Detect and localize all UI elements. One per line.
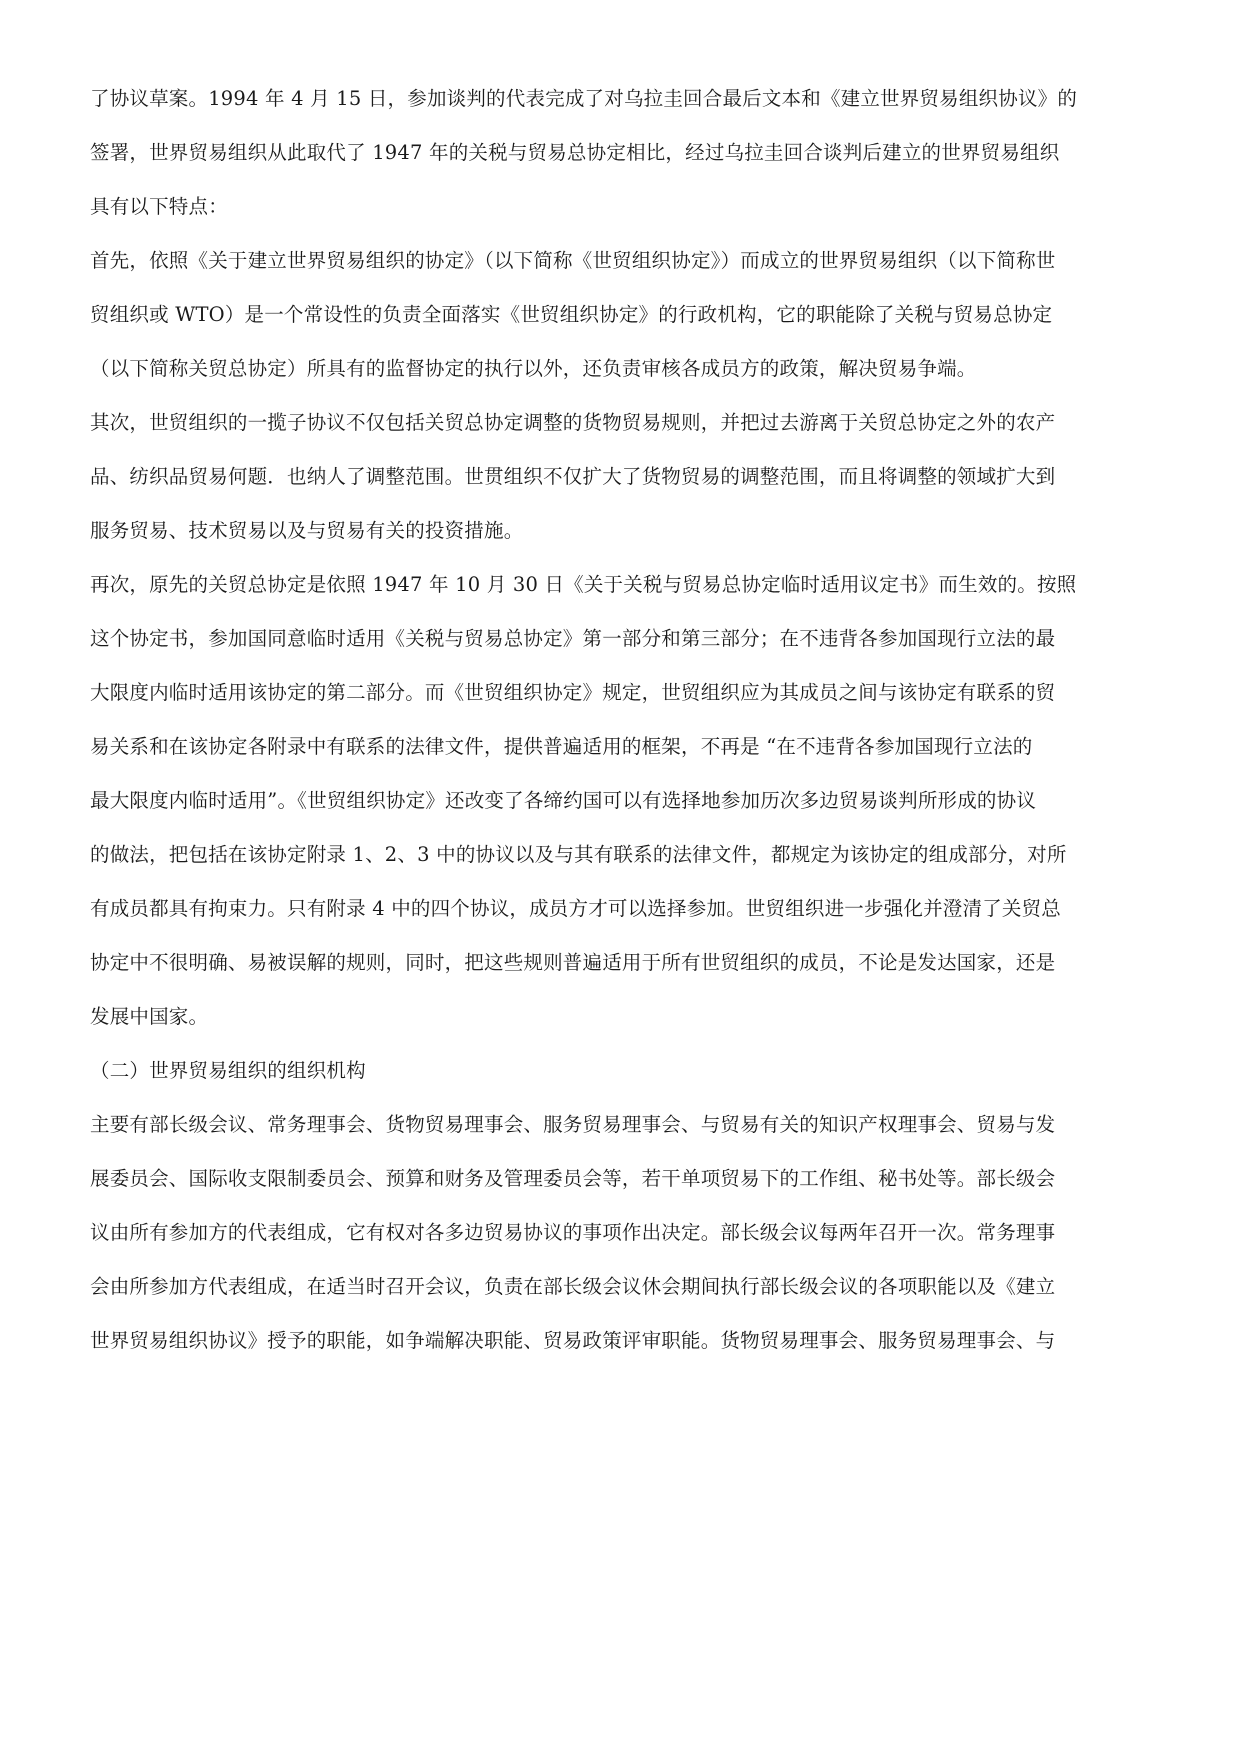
text-line: 再次，原先的关贸总协定是依照 1947 年 10 月 30 日《关于关税与贸易总协定临时适用议定书》而生效的。按照	[90, 573, 1077, 596]
text-line: 会由所参加方代表组成，在适当时召开会议，负责在部长级会议休会期间执行部长级会议的各项职能以及《建立	[90, 1275, 1056, 1298]
text-line: 具有以下特点：	[90, 195, 228, 218]
text-line: （以下简称关贸总协定）所具有的监督协定的执行以外，还负责审核各成员方的政策，解决贸易争端。	[90, 357, 977, 380]
text-line: 最大限度内临时适用”。《世贸组织协定》还改变了各缔约国可以有选择地参加历次多边贸易谈判所形成的协议	[90, 789, 1037, 812]
text-line: 首先，依照《关于建立世界贸易组织的协定》（以下简称《世贸组织协定》）而成立的世界贸易组织（以下简称世	[90, 249, 1056, 272]
text-line: 世界贸易组织协议》授予的职能，如争端解决职能、贸易政策评审职能。货物贸易理事会、服务贸易理事会、与	[90, 1329, 1056, 1352]
text-line: 的做法，把包括在该协定附录 1、2、3 中的协议以及与其有联系的法律文件，都规定为该协定的组成部分，对所	[90, 843, 1067, 866]
text-line: 这个协定书，参加国同意临时适用《关税与贸易总协定》第一部分和第三部分；在不违背各参加国现行立法的最	[90, 627, 1056, 650]
section-heading: （二）世界贸易组织的组织机构	[90, 1059, 366, 1082]
text-line: 服务贸易、技术贸易以及与贸易有关的投资措施。	[90, 519, 524, 542]
text-line: 贸组织或 WTO）是一个常设性的负责全面落实《世贸组织协定》的行政机构，它的职能除了关税与贸易总协定	[90, 303, 1053, 326]
text-line: 发展中国家。	[90, 1005, 209, 1028]
text-line: 大限度内临时适用该协定的第二部分。而《世贸组织协定》规定，世贸组织应为其成员之间与该协定有联系的贸	[90, 681, 1056, 704]
text-line: 了协议草案。1994 年 4 月 15 日，参加谈判的代表完成了对乌拉圭回合最后文本和《建立世界贸易组织协议》的	[90, 87, 1078, 110]
text-line: 主要有部长级会议、常务理事会、货物贸易理事会、服务贸易理事会、与贸易有关的知识产权理事会、贸易与发	[90, 1113, 1056, 1136]
document-page	[90, 72, 1152, 1368]
text-line: 有成员都具有拘束力。只有附录 4 中的四个协议，成员方才可以选择参加。世贸组织进一步强化并澄清了关贸总	[90, 897, 1062, 920]
text-line: 易关系和在该协定各附录中有联系的法律文件，提供普遍适用的框架，不再是 “在不违背各参加国现行立法的	[90, 735, 1033, 758]
text-line: 议由所有参加方的代表组成，它有权对各多边贸易协议的事项作出决定。部长级会议每两年召开一次。常务理事	[90, 1221, 1056, 1244]
text-line: 品、纺织品贸易何题．也纳人了调整范围。世贯组织不仅扩大了货物贸易的调整范围，而且将调整的领域扩大到	[90, 465, 1056, 488]
text-line: 签署，世界贸易组织从此取代了 1947 年的关税与贸易总协定相比，经过乌拉圭回合谈判后建立的世界贸易组织	[90, 141, 1060, 164]
text-line: 其次，世贸组织的一揽子协议不仅包括关贸总协定调整的货物贸易规则，并把过去游离于关贸总协定之外的农产	[90, 411, 1056, 434]
text-line: 展委员会、国际收支限制委员会、预算和财务及管理委员会等，若干单项贸易下的工作组、秘书处等。部长级会	[90, 1167, 1056, 1190]
text-line: 协定中不很明确、易被误解的规则，同时，把这些规则普遍适用于所有世贸组织的成员，不论是发达国家，还是	[90, 951, 1056, 974]
